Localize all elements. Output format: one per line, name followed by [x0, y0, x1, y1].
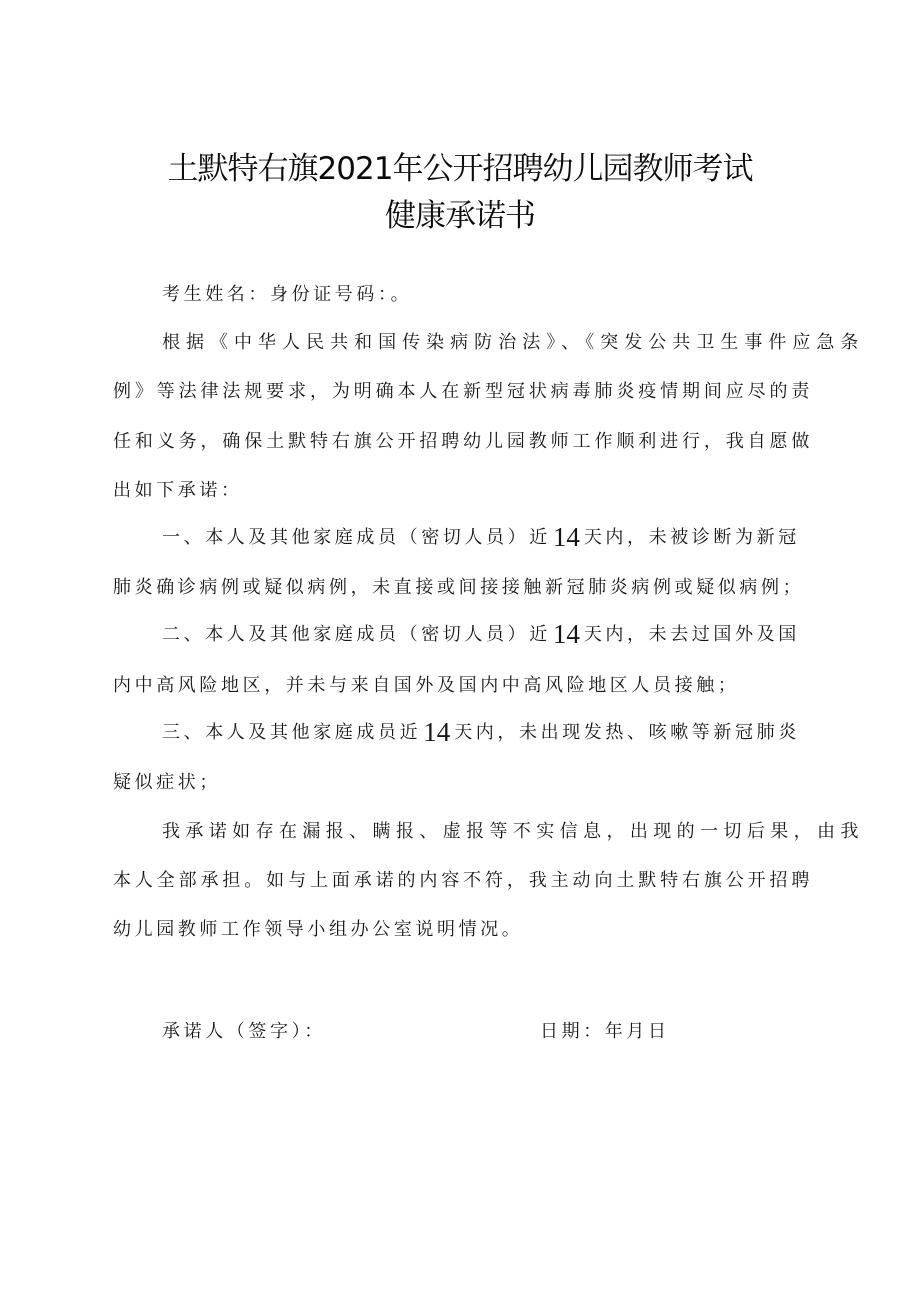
- para1-line-4: 出如下承诺：: [113, 480, 243, 501]
- item1-line-1: [113, 522, 862, 552]
- item2-text-after: 天内，未去过国外及国: [583, 624, 800, 645]
- item1-line-2: 肺炎确诊病例或疑似病例，未直接或间接接触新冠肺炎病例或疑似病例；: [113, 577, 805, 598]
- para1-line-3: 任和义务，确保土默特右旗公开招聘幼儿园教师工作顺利进行，我自愿做: [113, 431, 813, 452]
- candidate-info-line: 考生姓名：身份证号码：。: [162, 284, 413, 305]
- final-para-line-1: 我承诺如存在漏报、瞒报、虚报等不实信息，出现的一切后果，由我: [162, 821, 862, 842]
- item3-text-after: 天内，未出现发热、咳嗽等新冠肺炎: [454, 722, 800, 743]
- final-para-line-2: 本人全部承担。如与上面承诺的内容不符，我主动向土默特右旗公开招聘: [113, 870, 813, 891]
- item3-line-2: 疑似症状；: [113, 772, 221, 793]
- item2-days-number: 14: [552, 619, 580, 649]
- para1-line-2: 例》等法律法规要求，为明确本人在新型冠状病毒肺炎疫情期间应尽的责: [113, 381, 813, 402]
- item3-line-1: [113, 717, 862, 747]
- signature-label: 承诺人（签字）：: [162, 1021, 326, 1042]
- item1-days-number: 14: [552, 522, 580, 552]
- para1-line-1: 根据《中华人民共和国传染病防治法》、《突发公共卫生事件应急条: [162, 332, 862, 353]
- document-title-line-2: 健康承诺书: [385, 198, 535, 234]
- item2-line-1: [113, 619, 862, 649]
- item2-line-2: 内中高风险地区，并未与来自国外及国内中高风险地区人员接触；: [113, 675, 740, 696]
- final-para-line-3: 幼儿园教师工作领导小组办公室说明情况。: [113, 919, 524, 940]
- document-title-line-1: 土默特右旗2021年公开招聘幼儿园教师考试: [167, 151, 753, 187]
- item1-text-after: 天内，未被诊断为新冠: [583, 527, 800, 548]
- item1-text-before: 一、本人及其他家庭成员（密切人员）近: [162, 527, 551, 548]
- item2-text-before: 二、本人及其他家庭成员（密切人员）近: [162, 624, 551, 645]
- date-label: 日期：年月日: [540, 1021, 670, 1042]
- item3-text-before: 三、本人及其他家庭成员近: [162, 722, 422, 743]
- item3-days-number: 14: [423, 717, 451, 747]
